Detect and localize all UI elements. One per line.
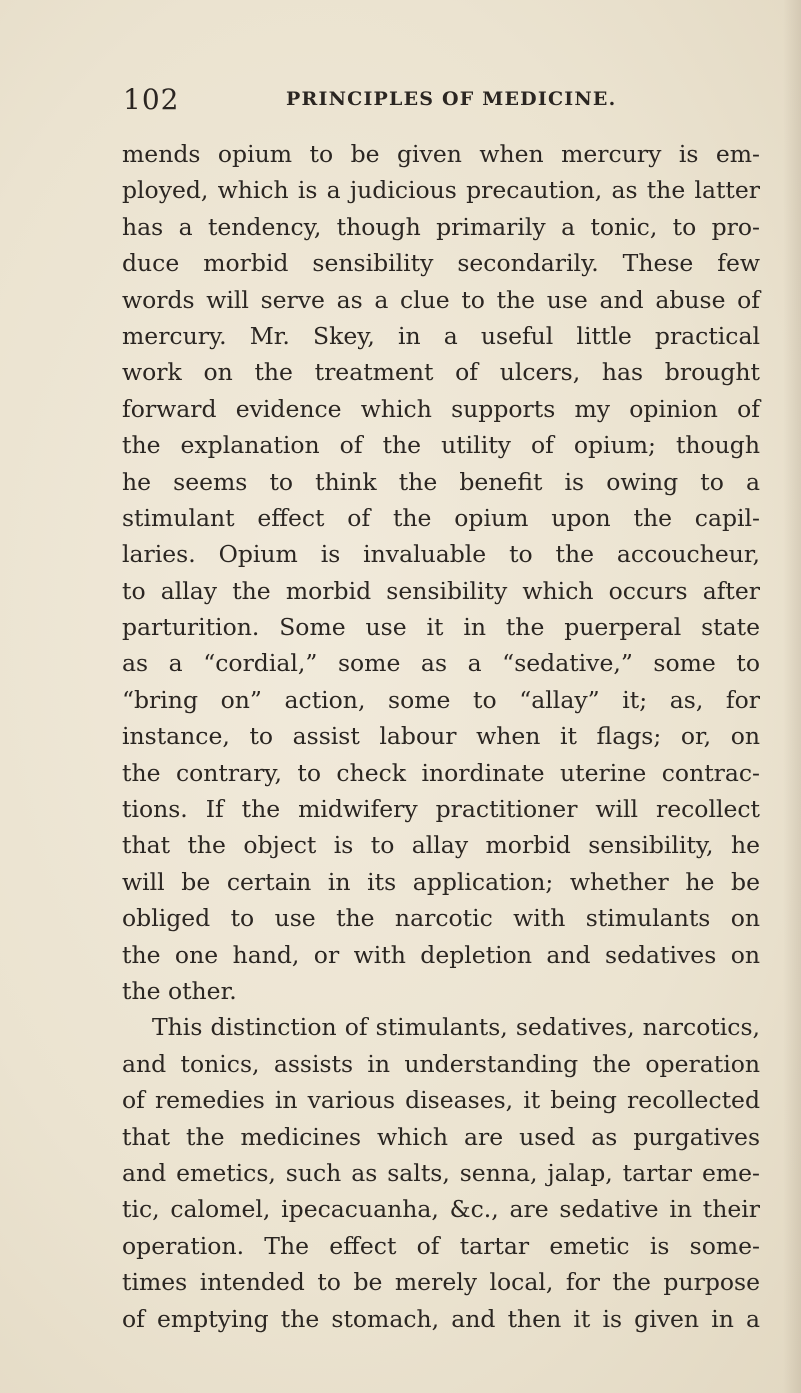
text-line: and emetics, such as salts, senna, jalap, tartar eme- — [122, 1158, 760, 1187]
text-line: This distinction of stimulants, sedatives, narcotics, — [152, 1013, 760, 1042]
text-line: has a tendency, though primarily a tonic, to pro- — [122, 212, 760, 241]
text-line: the one hand, or with depletion and sedatives on — [122, 940, 760, 969]
text-line: operation. The effect of tartar emetic is some- — [122, 1231, 760, 1260]
text-line: obliged to use the narcotic with stimulants on — [122, 904, 760, 933]
text-line: the contrary, to check inordinate uterine contrac- — [122, 758, 760, 787]
text-line: duce morbid sensibility secondarily. These few — [122, 249, 760, 278]
text-line: to allay the morbid sensibility which occurs after — [122, 576, 760, 605]
text-line: times intended to be merely local, for the purpose — [122, 1268, 760, 1297]
text-line: work on the treatment of ulcers, has brought — [122, 358, 760, 387]
body-text — [122, 136, 760, 1337]
running-head: PRINCIPLES OF MEDICINE. — [286, 88, 617, 110]
text-line: will be certain in its application; whether he be — [122, 867, 760, 896]
text-line: that the object is to allay morbid sensibility, he — [122, 831, 760, 860]
text-line: that the medicines which are used as purgatives — [122, 1122, 760, 1151]
text-line: he seems to think the benefit is owing to a — [122, 467, 760, 496]
text-line: mends opium to be given when mercury is em- — [122, 140, 760, 168]
text-line: ployed, which is a judicious precaution, as the latter — [122, 176, 760, 205]
page-header — [123, 83, 743, 123]
page-edge-shadow — [783, 0, 801, 1393]
text-line: laries. Opium is invaluable to the accoucheur, — [122, 540, 760, 569]
text-line: parturition. Some use it in the puerperal state — [122, 613, 760, 642]
text-line: as a “cordial,” some as a “sedative,” some to — [122, 649, 760, 678]
text-line: forward evidence which supports my opinion of — [122, 394, 760, 423]
text-line: words will serve as a clue to the use and abuse of — [122, 285, 760, 314]
text-line: the explanation of the utility of opium; though — [122, 431, 760, 460]
text-line: instance, to assist labour when it flags; or, on — [122, 722, 760, 751]
text-line: of emptying the stomach, and then it is given in a — [122, 1304, 760, 1333]
text-line: the other. — [122, 976, 237, 1005]
text-line: tions. If the midwifery practitioner will recollect — [122, 795, 760, 824]
text-line: stimulant effect of the opium upon the capil- — [122, 503, 760, 532]
text-line: “bring on” action, some to “allay” it; as, for — [122, 685, 760, 714]
text-line: tic, calomel, ipecacuanha, &c., are sedative in their — [122, 1195, 760, 1224]
text-line: mercury. Mr. Skey, in a useful little practical — [122, 321, 760, 350]
page-number: 102 — [123, 83, 180, 116]
text-line: and tonics, assists in understanding the operation — [122, 1049, 760, 1078]
text-line: of remedies in various diseases, it being recollected — [122, 1086, 760, 1115]
